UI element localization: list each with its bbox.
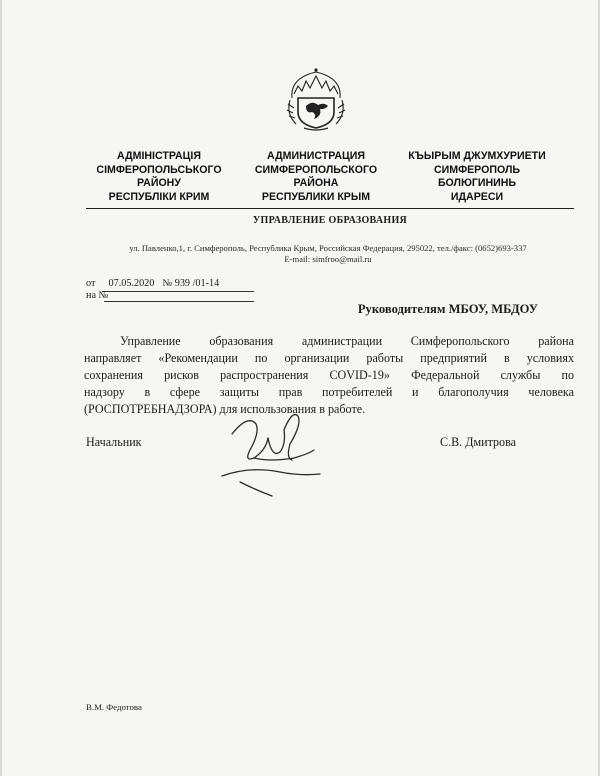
reply-label: на №	[86, 290, 109, 301]
coat-of-arms-emblem	[284, 64, 348, 132]
department-title: УПРАВЛЕНИЕ ОБРАЗОВАНИЯ	[252, 215, 408, 226]
header-crimean-tatar-line: КЪЫРЫМ ДЖУМХУРИЕТИ	[408, 150, 546, 162]
header-russian-line: СИМФЕРОПОЛЬСКОГО	[254, 163, 378, 176]
address-line: ул. Павленко,1, г. Симферополь, Республика Крым, Российская Федерация, 295022, тел./факс: (0652)693-337	[129, 243, 527, 253]
header-ukrainian-line: СІМФЕРОПОЛЬСЬКОГО	[96, 163, 222, 176]
scan-edge-left	[0, 0, 2, 776]
body-line: Управление образования администрации Симферопольского района	[120, 334, 574, 348]
signer-name: С.В. Дмитрова	[440, 435, 517, 449]
from-label: от	[86, 278, 96, 289]
addressee: Руководителям МБОУ, МБДОУ	[357, 302, 538, 316]
body-line: надзору в сфере защиты прав потребителей и благополучия человека	[84, 385, 574, 399]
outgoing-reference	[86, 278, 219, 289]
header-ukrainian-line: РАЙОНУ	[137, 177, 181, 190]
header-crimean-tatar	[400, 150, 554, 204]
header-ukrainian-line: АДМІНІСТРАЦІЯ	[117, 150, 201, 162]
header-russian	[242, 150, 390, 204]
signer-position: Начальник	[86, 435, 142, 449]
contact-block	[70, 243, 586, 265]
body-line: направляет «Рекомендации по организации работы предприятий в условиях	[84, 351, 574, 365]
body-line: сохранения рисков распространения COVID-19» Федеральной службы по	[84, 368, 574, 382]
header-russian-line: РЕСПУБЛИКИ КРЫМ	[261, 190, 371, 203]
header-crimean-tatar-line: ИДАРЕСИ	[450, 190, 504, 203]
header-divider	[86, 208, 574, 209]
handwritten-signature	[210, 400, 330, 504]
header-crimean-tatar-line: СИМФЕРОПОЛЬ	[433, 163, 520, 176]
header-ukrainian	[84, 150, 234, 204]
header-russian-line: РАЙОНА	[293, 177, 339, 190]
header-ukrainian-line: РЕСПУБЛІКИ КРИМ	[108, 190, 210, 203]
header-russian-line: АДМИНИСТРАЦИЯ	[267, 150, 365, 162]
email-line: E-mail: simfroo@mail.ru	[284, 254, 372, 264]
reply-reference	[86, 290, 108, 301]
reference-underline	[102, 291, 254, 292]
letter-date: 07.05.2020	[108, 278, 155, 289]
body-line: (РОСПОТРЕБНАДЗОРА) для использования в работе.	[84, 402, 366, 416]
reply-underline	[104, 301, 254, 302]
number-sign: №	[162, 278, 173, 289]
letter-number: 939 /01-14	[174, 278, 220, 289]
executor-name: В.М. Федотова	[86, 702, 142, 712]
header-crimean-tatar-line: БОЛЮГИНИНЬ	[437, 177, 517, 190]
